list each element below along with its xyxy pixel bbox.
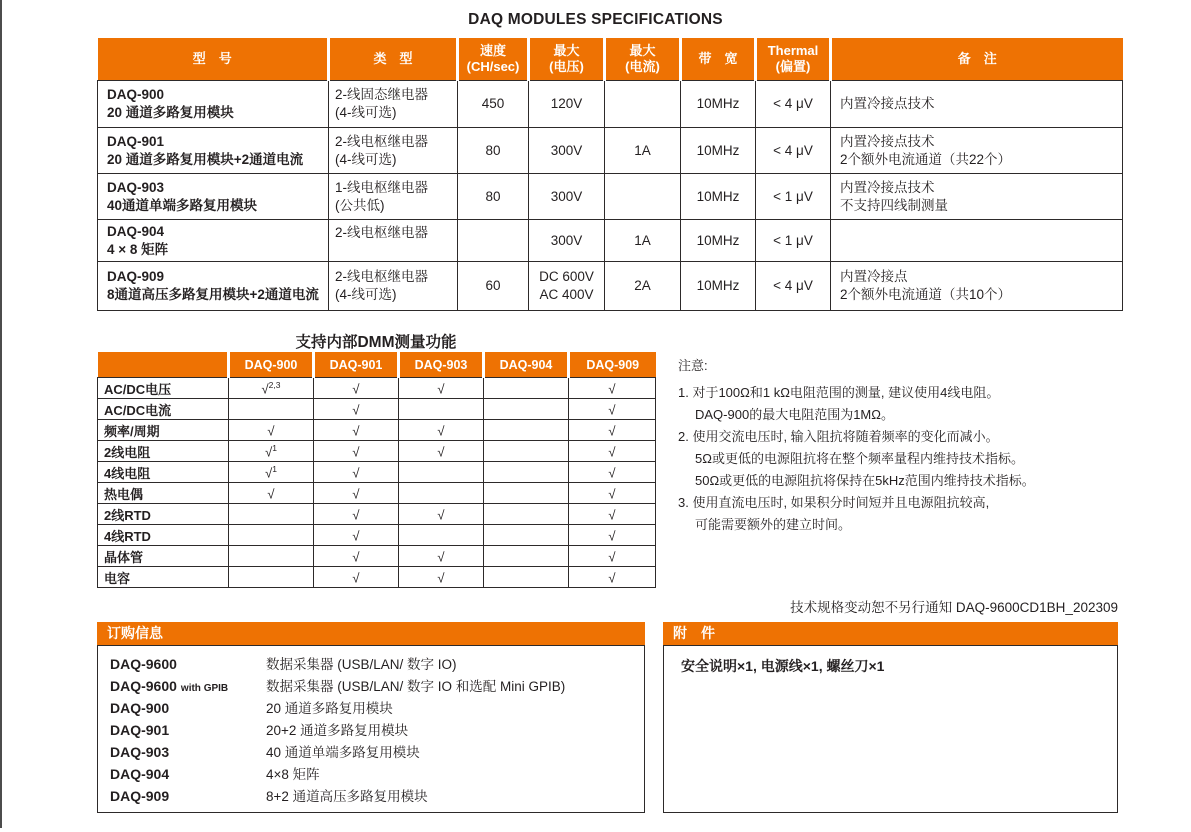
measurement-label: 4线RTD (98, 525, 229, 546)
check-mark: √ (608, 423, 616, 439)
model-cell (98, 174, 329, 220)
voltage-cell: DC 600V AC 400V (529, 262, 605, 311)
model-cell (98, 220, 329, 262)
order-desc: 4×8 矩阵 (266, 767, 320, 782)
check-cell (484, 420, 569, 441)
check-cell (229, 399, 314, 420)
check-cell (229, 420, 314, 441)
speed-cell: 80 (458, 174, 529, 220)
dmm-col-daq900: DAQ-900 (229, 352, 314, 378)
check-mark: √ (352, 381, 360, 397)
col-type: 类 型 (329, 38, 458, 81)
ordering-info-heading: 订购信息 (97, 622, 645, 645)
model-cell (98, 262, 329, 311)
check-cell (569, 378, 656, 399)
measurement-label: 4线电阻 (98, 462, 229, 483)
voltage-cell: 300V (529, 128, 605, 174)
ordering-item (98, 741, 644, 763)
measurement-label: 2线RTD (98, 504, 229, 525)
check-mark: √ (352, 570, 360, 586)
type-cell: 1-线电枢继电器 (公共低) (329, 174, 458, 220)
order-desc: 40 通道单端多路复用模块 (266, 745, 420, 760)
model-cell (98, 128, 329, 174)
check-mark: √ (437, 507, 445, 523)
check-cell (229, 483, 314, 504)
check-cell (484, 504, 569, 525)
spec-header-row (98, 38, 1123, 81)
model-desc: 40通道单端多路复用模块 (107, 197, 258, 213)
check-mark: √ (352, 444, 360, 460)
order-desc: 数据采集器 (USB/LAN/ 数字 IO 和选配 Mini GPIB) (266, 679, 566, 694)
check-mark: √ (608, 507, 616, 523)
check-cell (569, 462, 656, 483)
order-desc: 数据采集器 (USB/LAN/ 数字 IO) (266, 657, 457, 672)
check-cell (484, 525, 569, 546)
check-cell (399, 420, 484, 441)
dmm-table-title: 支持内部DMM测量功能 (295, 334, 457, 351)
col-thermal: Thermal (偏置) (756, 38, 831, 81)
model-desc: 8通道高压多路复用模块+2通道电流 (107, 287, 319, 302)
measurement-label: AC/DC电流 (98, 399, 229, 420)
dmm-col-daq903: DAQ-903 (399, 352, 484, 378)
col-bandwidth: 带 宽 (681, 38, 756, 81)
type-cell: 2-线电枢继电器 (4-线可选) (329, 128, 458, 174)
model-name: DAQ-901 (107, 133, 165, 149)
note-line: 可能需要额外的建立时间。 (695, 517, 852, 532)
type-cell: 2-线固态继电器 (4-线可选) (329, 81, 458, 128)
order-model: DAQ-9600 (110, 678, 177, 694)
check-mark: √ (437, 423, 445, 439)
check-mark: √ (352, 465, 360, 481)
check-mark: √ (352, 507, 360, 523)
current-cell: 1A (605, 128, 681, 174)
check-cell (314, 420, 399, 441)
ordering-info-body (97, 645, 645, 813)
model-name: DAQ-904 (107, 223, 165, 239)
type-cell: 2-线电枢继电器 (4-线可选) (329, 262, 458, 311)
check-cell (314, 399, 399, 420)
measurement-label: AC/DC电压 (98, 378, 229, 399)
check-cell (569, 483, 656, 504)
col-max-current: 最大 (电流) (605, 38, 681, 81)
check-mark: √ (352, 486, 360, 502)
remark-cell: 内置冷接点技术 2个额外电流通道（共22个） (831, 128, 1123, 174)
order-model: DAQ-903 (110, 744, 170, 760)
dmm-row (98, 546, 656, 567)
check-mark: √ (352, 423, 360, 439)
remark-cell: 内置冷接点技术 不支持四线制测量 (831, 174, 1123, 220)
speed-cell: 450 (458, 81, 529, 128)
check-cell (399, 399, 484, 420)
check-cell (399, 462, 484, 483)
notes-section (678, 355, 1158, 536)
ordering-info-panel (97, 622, 645, 813)
accessories-body (663, 645, 1118, 813)
bandwidth-cell: 10MHz (681, 220, 756, 262)
check-cell (314, 378, 399, 399)
check-mark: √ (608, 465, 616, 481)
ordering-item (98, 719, 644, 741)
note-line: 3. 使用直流电压时, 如果积分时间短并且电源阻抗较高, (678, 495, 990, 510)
speed-cell: 80 (458, 128, 529, 174)
spec-row-daq903 (98, 174, 1123, 220)
check-mark: √ (608, 486, 616, 502)
notes-heading: 注意: (678, 358, 708, 373)
current-cell (605, 81, 681, 128)
col-max-voltage: 最大 (电压) (529, 38, 605, 81)
dmm-row (98, 462, 656, 483)
dmm-row (98, 567, 656, 588)
check-cell (484, 399, 569, 420)
check-cell (569, 420, 656, 441)
type-cell: 2-线电枢继电器 (329, 220, 458, 262)
check-cell (484, 567, 569, 588)
check-mark: √ (608, 549, 616, 565)
check-mark: √ (265, 465, 273, 481)
model-name: DAQ-909 (107, 269, 165, 285)
order-model: DAQ-9600 (110, 656, 177, 672)
model-desc: 20 通道多路复用模块+2通道电流 (107, 151, 304, 167)
check-cell (569, 399, 656, 420)
col-remark: 备 注 (831, 38, 1123, 81)
check-cell (399, 567, 484, 588)
check-mark: √ (437, 570, 445, 586)
check-cell (314, 546, 399, 567)
accessories-heading: 附 件 (663, 622, 1118, 645)
check-mark: √ (352, 549, 360, 565)
bandwidth-cell: 10MHz (681, 174, 756, 220)
check-cell: √$^1$ (229, 462, 314, 483)
col-speed: 速度 (CH/sec) (458, 38, 529, 81)
dmm-corner-cell (98, 352, 229, 378)
accessories-panel (663, 622, 1118, 813)
check-mark: √ (437, 381, 445, 397)
model-name: DAQ-900 (107, 87, 165, 103)
dmm-col-daq909: DAQ-909 (569, 352, 656, 378)
check-cell: √$^{2,3}$ (229, 378, 314, 399)
bandwidth-cell: 10MHz (681, 81, 756, 128)
check-mark: √ (352, 402, 360, 418)
ordering-item (98, 785, 644, 807)
ordering-item (98, 763, 644, 785)
check-cell: √$^1$ (229, 441, 314, 462)
accessories-list: 安全说明×1, 电源线×1, 螺丝刀×1 (681, 658, 885, 674)
bandwidth-cell: 10MHz (681, 262, 756, 311)
spec-table (97, 38, 1123, 311)
check-mark: √ (608, 402, 616, 418)
ordering-item (98, 653, 644, 675)
order-model: DAQ-909 (110, 788, 170, 804)
check-cell (314, 483, 399, 504)
check-mark: √ (267, 423, 275, 439)
check-cell (399, 525, 484, 546)
ordering-item (98, 675, 644, 697)
current-cell (605, 174, 681, 220)
speed-cell: 60 (458, 262, 529, 311)
check-cell (314, 462, 399, 483)
thermal-cell: < 1 μV (756, 174, 831, 220)
thermal-cell: < 4 μV (756, 128, 831, 174)
check-mark: √ (267, 486, 275, 502)
check-mark: √ (265, 444, 273, 460)
check-cell (229, 504, 314, 525)
check-mark: √ (608, 444, 616, 460)
check-mark: √ (608, 528, 616, 544)
revision-note: 技术规格变动恕不另行通知 DAQ-9600CD1BH_202309 (790, 600, 1118, 615)
model-desc: 20 通道多路复用模块 (107, 105, 234, 120)
dmm-row (98, 378, 656, 399)
check-mark: √ (261, 381, 269, 397)
model-cell (98, 81, 329, 128)
thermal-cell: < 4 μV (756, 81, 831, 128)
dmm-row (98, 525, 656, 546)
check-cell (314, 504, 399, 525)
dmm-col-daq901: DAQ-901 (314, 352, 399, 378)
order-model-suffix: with GPIB (180, 683, 229, 694)
check-cell (484, 546, 569, 567)
measurement-label: 频率/周期 (98, 420, 229, 441)
spec-row-daq909 (98, 262, 1123, 311)
check-cell (484, 378, 569, 399)
check-cell (399, 441, 484, 462)
check-cell (399, 378, 484, 399)
bandwidth-cell: 10MHz (681, 128, 756, 174)
check-mark: √ (437, 444, 445, 460)
order-desc: 20+2 通道多路复用模块 (266, 723, 409, 738)
dmm-header-row (98, 352, 656, 378)
dmm-row (98, 504, 656, 525)
remark-cell (831, 220, 1123, 262)
measurement-label: 热电偶 (98, 483, 229, 504)
remark-cell: 内置冷接点技术 (831, 81, 1123, 128)
current-cell: 2A (605, 262, 681, 311)
page-title: DAQ MODULES SPECIFICATIONS (468, 11, 723, 28)
order-model: DAQ-900 (110, 700, 170, 716)
spec-row-daq904 (98, 220, 1123, 262)
order-model: DAQ-901 (110, 722, 170, 738)
speed-cell (458, 220, 529, 262)
dmm-row (98, 483, 656, 504)
check-cell (399, 546, 484, 567)
check-mark: √ (352, 528, 360, 544)
check-cell (569, 567, 656, 588)
check-mark: √ (608, 381, 616, 397)
page-edge-line (0, 0, 2, 828)
measurement-label: 电容 (98, 567, 229, 588)
check-mark: √ (608, 570, 616, 586)
dmm-row (98, 420, 656, 441)
note-line: 2. 使用交流电压时, 输入阻抗将随着频率的变化而减小。 (678, 429, 999, 444)
check-cell (484, 441, 569, 462)
check-cell (569, 504, 656, 525)
thermal-cell: < 4 μV (756, 262, 831, 311)
spec-row-daq901 (98, 128, 1123, 174)
spec-row-daq900 (98, 81, 1123, 128)
note-line: DAQ-900的最大电阻范围为1MΩ。 (695, 407, 894, 422)
check-cell (569, 546, 656, 567)
note-line: 5Ω或更低的电源阻抗将在整个频率量程内维持技术指标。 (695, 451, 1024, 466)
check-cell (484, 462, 569, 483)
dmm-row (98, 399, 656, 420)
measurement-label: 2线电阻 (98, 441, 229, 462)
check-mark: √ (437, 549, 445, 565)
dmm-table (97, 352, 656, 588)
voltage-cell: 120V (529, 81, 605, 128)
voltage-cell: 300V (529, 174, 605, 220)
check-cell (314, 567, 399, 588)
order-desc: 8+2 通道高压多路复用模块 (266, 789, 428, 804)
current-cell: 1A (605, 220, 681, 262)
order-model: DAQ-904 (110, 766, 170, 782)
ordering-item (98, 697, 644, 719)
check-cell (569, 441, 656, 462)
note-line: 50Ω或更低的电源阻抗将保持在5kHz范围内维持技术指标。 (695, 473, 1035, 488)
check-cell (229, 567, 314, 588)
note-line: 1. 对于100Ω和1 kΩ电阻范围的测量, 建议使用4线电阻。 (678, 385, 1000, 400)
check-cell (229, 525, 314, 546)
check-cell (399, 483, 484, 504)
remark-cell: 内置冷接点 2个额外电流通道（共10个） (831, 262, 1123, 311)
model-name: DAQ-903 (107, 179, 165, 195)
check-cell (484, 483, 569, 504)
check-cell (314, 441, 399, 462)
thermal-cell: < 1 μV (756, 220, 831, 262)
order-desc: 20 通道多路复用模块 (266, 701, 393, 716)
col-model: 型 号 (98, 38, 329, 81)
dmm-col-daq904: DAQ-904 (484, 352, 569, 378)
voltage-cell: 300V (529, 220, 605, 262)
dmm-row (98, 441, 656, 462)
measurement-label: 晶体管 (98, 546, 229, 567)
check-cell (569, 525, 656, 546)
model-desc: 4 × 8 矩阵 (107, 241, 169, 257)
check-cell (314, 525, 399, 546)
check-cell (399, 504, 484, 525)
check-cell (229, 546, 314, 567)
